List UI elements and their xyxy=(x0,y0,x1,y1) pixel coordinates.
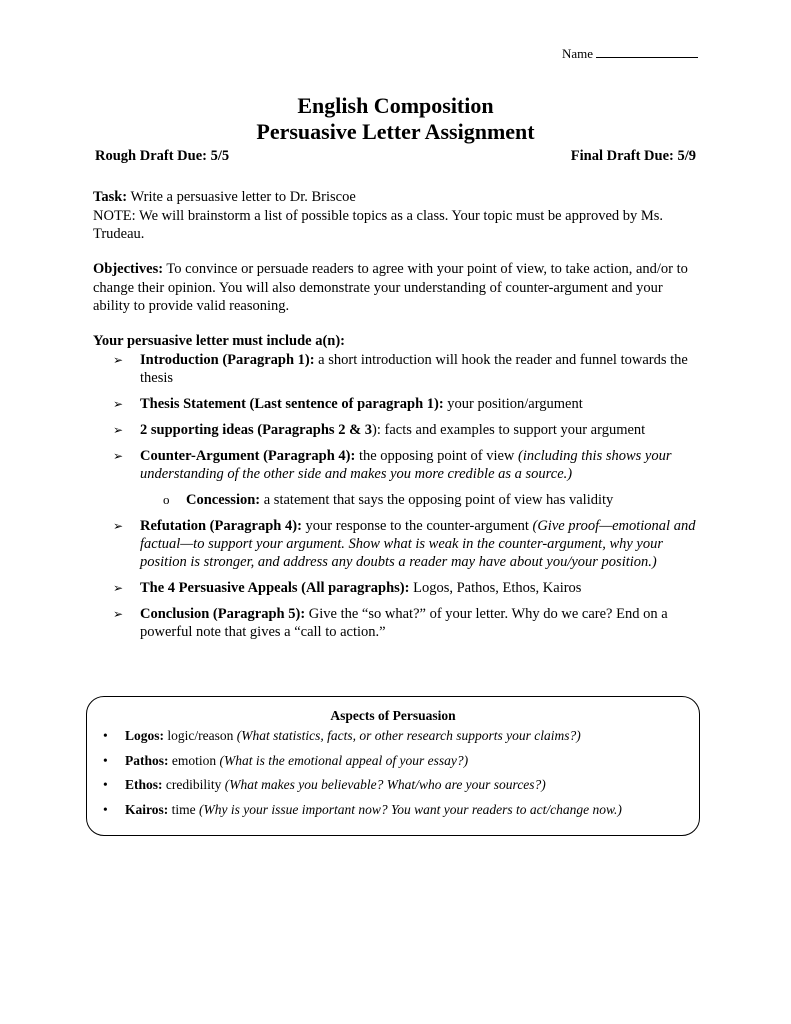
aspect-question: (What makes you believable? What/who are your sources?) xyxy=(224,777,546,792)
aspect-question: (What statistics, facts, or other research supports your claims?) xyxy=(236,728,581,743)
arrow-bullet-icon: ➢ xyxy=(113,423,124,437)
requirement-note: (Give proof—emotional and factual—to support your argument. Show what is weak in the counter-argument, why your position is stronger, and address any doubts a reader may have about you/your position.) xyxy=(140,518,696,570)
rough-draft-due: Rough Draft Due: 5/5 xyxy=(95,148,230,164)
requirement-text: ): facts and examples to support your argument xyxy=(372,422,646,438)
requirement-refutation xyxy=(113,517,703,571)
task-label: Task: xyxy=(93,189,128,205)
arrow-bullet-icon: ➢ xyxy=(113,519,124,533)
aspect-logos xyxy=(101,727,622,744)
requirement-title: The 4 Persuasive Appeals (All paragraphs): xyxy=(140,580,410,596)
requirement-title: Introduction (Paragraph 1): xyxy=(140,352,315,368)
requirement-title: Refutation (Paragraph 4): xyxy=(140,518,302,534)
objectives-label: Objectives: xyxy=(93,261,164,277)
aspects-heading: Aspects of Persuasion xyxy=(330,708,456,723)
aspect-term: Pathos: xyxy=(125,752,169,768)
aspect-kairos xyxy=(101,801,622,818)
requirement-thesis xyxy=(113,395,703,413)
requirements-heading-block xyxy=(93,332,703,351)
name-field xyxy=(562,45,698,62)
aspect-question: (What is the emotional appeal of your essay?) xyxy=(219,752,469,768)
requirement-introduction xyxy=(113,351,703,387)
task-line xyxy=(93,188,703,207)
task-section xyxy=(93,188,703,244)
requirement-title: 2 supporting ideas (Paragraphs 2 & 3 xyxy=(140,422,373,438)
aspect-ethos xyxy=(101,776,622,793)
aspect-pathos xyxy=(101,752,622,769)
bullet-icon: • xyxy=(103,728,108,743)
aspect-text: logic/reason xyxy=(164,728,237,743)
aspects-of-persuasion-box xyxy=(86,696,700,836)
arrow-bullet-icon: ➢ xyxy=(113,353,124,367)
objectives-text: To convince or persuade readers to agree with your point of view, to take action, and/or to change their opinion. You will also demonstrate your understanding of counter-argument and your ability to provide valid reasoning. xyxy=(93,261,688,314)
name-label: Name xyxy=(561,46,593,61)
bullet-icon: • xyxy=(103,752,108,768)
requirement-counter-argument xyxy=(113,447,703,483)
assignment-title: Persuasive Letter Assignment xyxy=(256,119,535,144)
requirement-text: a short introduction will hook the reader and funnel towards the thesis xyxy=(140,352,688,386)
aspect-term: Ethos: xyxy=(125,777,163,792)
arrow-bullet-icon: ➢ xyxy=(113,449,124,463)
objectives-paragraph xyxy=(93,260,703,316)
requirements-list xyxy=(113,351,703,649)
requirement-concession xyxy=(113,491,703,509)
document-titles xyxy=(0,93,791,145)
requirement-text: the opposing point of view xyxy=(355,448,519,464)
objectives-section xyxy=(93,260,703,316)
arrow-bullet-icon: ➢ xyxy=(113,397,124,411)
arrow-bullet-icon: ➢ xyxy=(113,607,124,621)
aspect-question: (Why is your issue important now? You want your readers to act/change now.) xyxy=(199,801,622,817)
requirement-supporting-ideas xyxy=(113,421,703,439)
requirement-title: Concession: xyxy=(186,492,261,508)
requirement-text: your position/argument xyxy=(443,396,583,412)
aspect-text: time xyxy=(168,801,199,817)
bullet-icon: • xyxy=(103,777,108,792)
requirement-title: Thesis Statement (Last sentence of paragraph 1): xyxy=(140,396,444,412)
requirement-title: Counter-Argument (Paragraph 4): xyxy=(140,448,356,464)
requirement-text: a statement that says the opposing point of view has validity xyxy=(260,492,614,508)
requirement-note: (including this shows your understanding of the other side and makes you more credible as a source.) xyxy=(140,448,672,482)
requirement-title: Conclusion (Paragraph 5): xyxy=(140,606,306,622)
task-text: Write a persuasive letter to Dr. Briscoe xyxy=(127,189,356,205)
aspect-text: emotion xyxy=(168,752,220,768)
requirement-appeals xyxy=(113,579,703,597)
bullet-icon: • xyxy=(103,801,108,817)
final-draft-due: Final Draft Due: 5/9 xyxy=(570,148,696,164)
requirement-text: your response to the counter-argument xyxy=(301,518,533,534)
name-blank-line xyxy=(596,45,698,58)
circle-bullet-icon: o xyxy=(163,492,170,507)
aspects-list xyxy=(101,727,622,825)
requirement-text: Give the “so what?” of your letter. Why do we care? End on a powerful note that gives a “call to action.” xyxy=(140,606,668,640)
requirements-heading: Your persuasive letter must include a(n): xyxy=(93,333,345,349)
arrow-bullet-icon: ➢ xyxy=(113,581,124,595)
requirement-conclusion xyxy=(113,605,703,641)
course-title: English Composition xyxy=(297,93,494,118)
requirement-text: Logos, Pathos, Ethos, Kairos xyxy=(409,580,582,596)
aspect-text: credibility xyxy=(162,777,225,792)
aspect-term: Kairos: xyxy=(125,801,169,817)
task-note: NOTE: We will brainstorm a list of possible topics as a class. Your topic must be approved by Ms. Trudeau. xyxy=(93,207,664,242)
aspect-term: Logos: xyxy=(125,728,165,743)
